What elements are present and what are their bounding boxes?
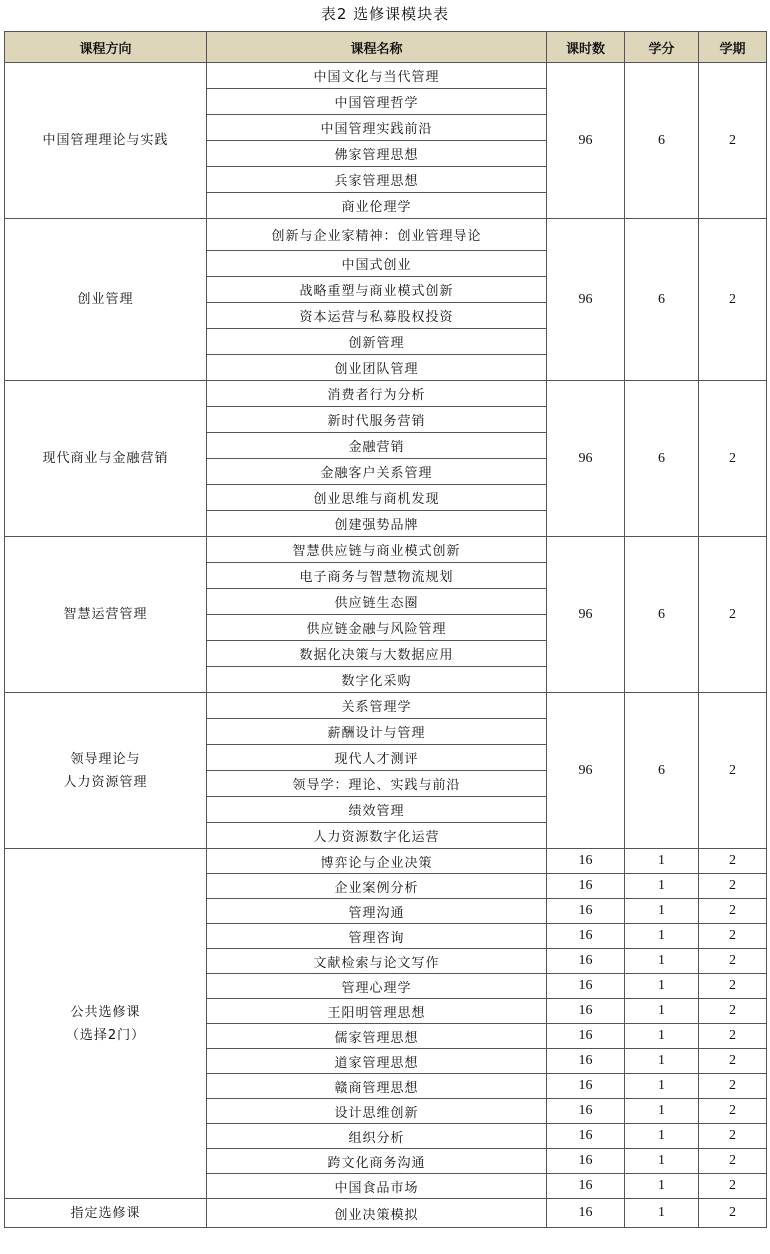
table-row xyxy=(5,219,767,251)
credits-cell: 1 xyxy=(625,974,699,999)
term-cell: 2 xyxy=(699,899,767,924)
course-name-cell: 管理心理学 xyxy=(207,974,547,999)
course-name-cell: 现代人才测评 xyxy=(207,745,547,771)
course-name-cell: 数字化采购 xyxy=(207,667,547,693)
course-name-cell: 领导学：理论、实践与前沿 xyxy=(207,771,547,797)
term-cell: 2 xyxy=(699,1049,767,1074)
term-cell: 2 xyxy=(699,924,767,949)
table-row xyxy=(5,693,767,719)
direction-cell xyxy=(5,63,207,219)
table-body xyxy=(5,63,767,1228)
course-name-cell: 商业伦理学 xyxy=(207,193,547,219)
course-name-cell: 智慧供应链与商业模式创新 xyxy=(207,537,547,563)
hours-cell: 16 xyxy=(547,1099,625,1124)
course-name-cell: 佛家管理思想 xyxy=(207,141,547,167)
course-name-cell: 管理咨询 xyxy=(207,924,547,949)
credits-cell: 1 xyxy=(625,924,699,949)
term-cell: 2 xyxy=(699,63,767,219)
course-name-cell: 创建强势品牌 xyxy=(207,511,547,537)
course-name-cell: 企业案例分析 xyxy=(207,874,547,899)
course-name-cell: 管理沟通 xyxy=(207,899,547,924)
table-row xyxy=(5,1199,767,1228)
credits-cell: 1 xyxy=(625,849,699,874)
course-name-cell: 创业思维与商机发现 xyxy=(207,485,547,511)
direction-line: 公共选修课 xyxy=(70,1004,141,1020)
course-name-cell: 中国食品市场 xyxy=(207,1174,547,1199)
credits-cell: 1 xyxy=(625,1149,699,1174)
hours-cell: 96 xyxy=(547,219,625,381)
header-direction: 课程方向 xyxy=(5,32,207,63)
course-name-cell: 消费者行为分析 xyxy=(207,381,547,407)
course-name-cell: 人力资源数字化运营 xyxy=(207,823,547,849)
hours-cell: 16 xyxy=(547,899,625,924)
course-name-cell: 儒家管理思想 xyxy=(207,1024,547,1049)
direction-line: 中国管理理论与实践 xyxy=(42,133,169,148)
direction-line: 现代商业与金融营销 xyxy=(42,451,169,466)
credits-cell: 6 xyxy=(625,219,699,381)
course-name-cell: 供应链金融与风险管理 xyxy=(207,615,547,641)
credits-cell: 1 xyxy=(625,949,699,974)
header-term: 学期 xyxy=(699,32,767,63)
hours-cell: 16 xyxy=(547,1049,625,1074)
hours-cell: 96 xyxy=(547,381,625,537)
table-caption: 表2 选修课模块表 xyxy=(320,5,450,23)
course-name-cell: 赣商管理思想 xyxy=(207,1074,547,1099)
hours-cell: 16 xyxy=(547,1199,625,1228)
course-name-cell: 中国管理哲学 xyxy=(207,89,547,115)
credits-cell: 1 xyxy=(625,1124,699,1149)
direction-cell xyxy=(5,849,207,1199)
credits-cell: 6 xyxy=(625,537,699,693)
table-row xyxy=(5,849,767,874)
table-row xyxy=(5,537,767,563)
term-cell: 2 xyxy=(699,1074,767,1099)
term-cell: 2 xyxy=(699,949,767,974)
course-name-cell: 资本运营与私募股权投资 xyxy=(207,303,547,329)
course-name-cell: 金融营销 xyxy=(207,433,547,459)
course-name-cell: 电子商务与智慧物流规划 xyxy=(207,563,547,589)
direction-line: 创业管理 xyxy=(77,292,134,307)
term-cell: 2 xyxy=(699,1024,767,1049)
course-name-cell: 战略重塑与商业模式创新 xyxy=(207,277,547,303)
course-name-cell: 王阳明管理思想 xyxy=(207,999,547,1024)
hours-cell: 16 xyxy=(547,924,625,949)
header-row xyxy=(5,32,767,63)
course-name-cell: 博弈论与企业决策 xyxy=(207,849,547,874)
course-name-cell: 组织分析 xyxy=(207,1124,547,1149)
hours-cell: 16 xyxy=(547,1024,625,1049)
term-cell: 2 xyxy=(699,1124,767,1149)
course-name-cell: 兵家管理思想 xyxy=(207,167,547,193)
term-cell: 2 xyxy=(699,1199,767,1228)
term-cell: 2 xyxy=(699,974,767,999)
course-name-cell: 创业团队管理 xyxy=(207,355,547,381)
term-cell: 2 xyxy=(699,537,767,693)
direction-line: （选择2门） xyxy=(65,1027,146,1043)
credits-cell: 6 xyxy=(625,693,699,849)
credits-cell: 1 xyxy=(625,899,699,924)
direction-line: 人力资源管理 xyxy=(63,774,148,790)
direction-cell xyxy=(5,537,207,693)
direction-cell xyxy=(5,381,207,537)
credits-cell: 1 xyxy=(625,874,699,899)
hours-cell: 96 xyxy=(547,63,625,219)
hours-cell: 96 xyxy=(547,537,625,693)
credits-cell: 1 xyxy=(625,1074,699,1099)
course-name-cell: 关系管理学 xyxy=(207,693,547,719)
hours-cell: 16 xyxy=(547,1149,625,1174)
course-name-cell: 设计思维创新 xyxy=(207,1099,547,1124)
direction-line: 领导理论与 xyxy=(70,751,141,767)
table-row xyxy=(5,63,767,89)
credits-cell: 1 xyxy=(625,1174,699,1199)
hours-cell: 16 xyxy=(547,1074,625,1099)
hours-cell: 16 xyxy=(547,974,625,999)
term-cell: 2 xyxy=(699,1149,767,1174)
term-cell: 2 xyxy=(699,381,767,537)
credits-cell: 1 xyxy=(625,1099,699,1124)
course-name-cell: 新时代服务营销 xyxy=(207,407,547,433)
term-cell: 2 xyxy=(699,1174,767,1199)
header-credits: 学分 xyxy=(625,32,699,63)
elective-module-table xyxy=(4,31,767,1228)
course-name-cell: 数据化决策与大数据应用 xyxy=(207,641,547,667)
term-cell: 2 xyxy=(699,999,767,1024)
direction-line: 智慧运营管理 xyxy=(63,607,148,622)
credits-cell: 1 xyxy=(625,1024,699,1049)
hours-cell: 16 xyxy=(547,949,625,974)
course-name-cell: 跨文化商务沟通 xyxy=(207,1149,547,1174)
header-course-name: 课程名称 xyxy=(207,32,547,63)
hours-cell: 16 xyxy=(547,874,625,899)
course-name-cell: 薪酬设计与管理 xyxy=(207,719,547,745)
term-cell: 2 xyxy=(699,1099,767,1124)
header-hours: 课时数 xyxy=(547,32,625,63)
credits-cell: 1 xyxy=(625,1199,699,1228)
hours-cell: 16 xyxy=(547,1174,625,1199)
term-cell: 2 xyxy=(699,219,767,381)
term-cell: 2 xyxy=(699,849,767,874)
course-name-cell: 道家管理思想 xyxy=(207,1049,547,1074)
course-name-cell: 绩效管理 xyxy=(207,797,547,823)
direction-cell xyxy=(5,219,207,381)
term-cell: 2 xyxy=(699,693,767,849)
hours-cell: 16 xyxy=(547,849,625,874)
credits-cell: 6 xyxy=(625,63,699,219)
direction-cell: 指定选修课 xyxy=(5,1199,207,1228)
course-name-cell: 中国管理实践前沿 xyxy=(207,115,547,141)
course-name-cell: 创新管理 xyxy=(207,329,547,355)
course-name-cell: 金融客户关系管理 xyxy=(207,459,547,485)
course-name-cell: 中国文化与当代管理 xyxy=(207,63,547,89)
course-name-cell: 供应链生态圈 xyxy=(207,589,547,615)
credits-cell: 1 xyxy=(625,999,699,1024)
hours-cell: 16 xyxy=(547,999,625,1024)
hours-cell: 16 xyxy=(547,1124,625,1149)
course-name-cell: 中国式创业 xyxy=(207,251,547,277)
course-name-cell: 创业决策模拟 xyxy=(207,1199,547,1228)
table-row xyxy=(5,381,767,407)
credits-cell: 6 xyxy=(625,381,699,537)
hours-cell: 96 xyxy=(547,693,625,849)
term-cell: 2 xyxy=(699,874,767,899)
course-name-cell: 创新与企业家精神：创业管理导论 xyxy=(207,219,547,251)
course-name-cell: 文献检索与论文写作 xyxy=(207,949,547,974)
credits-cell: 1 xyxy=(625,1049,699,1074)
direction-cell xyxy=(5,693,207,849)
